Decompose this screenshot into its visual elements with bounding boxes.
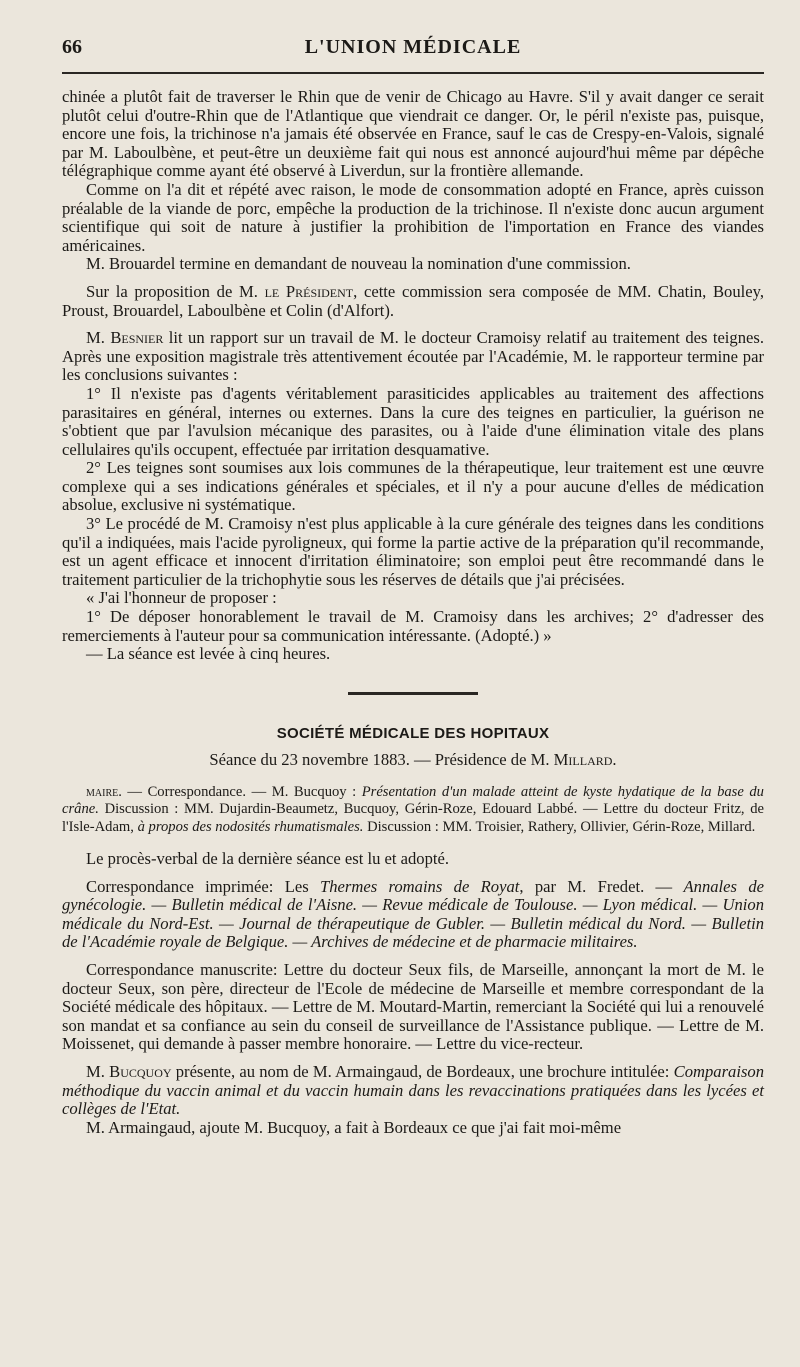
section-divider (348, 692, 478, 695)
paragraph-commission: Sur la proposition de M. le Président, cette commission sera composée de MM. Chatin, Bouley, Proust, Brouardel, Laboulbène et Colin (d'Alfort). (62, 281, 764, 320)
bucquoy-presentation: M. Bucquoy présente, au nom de M. Armaingaud, de Bordeaux, une brochure intitulée: Comparaison méthodique du vaccin animal et du vaccin humain dans les revaccinations pratiquées dans les lycées et collèges de l'Etat. (62, 1061, 764, 1119)
paragraph-besnier: M. Besnier lit un rapport sur un travail de M. le docteur Cramoisy relatif au traitement des teignes. Après une exposition magistrale très attentivement écoutée par l'Académie, M. le rapporteur termine par les conclusions suivantes : (62, 328, 764, 385)
session-summary (62, 784, 764, 836)
session-line: Séance du 23 novembre 1883. — Présidence de M. Millard. (209, 749, 617, 769)
manuscript-correspondence: Correspondance manuscrite: Lettre du docteur Seux fils, de Marseille, annonçant la mort de M. le docteur Seux, son père, directeur de l'Ecole de médecine de Marseille et membre correspondant de la Société médicale des hôpitaux. — Lettre de M. Moutard-Martin, remerciant la Société qui lui a renouvelé son mandat et sa confiance au sein du conseil de surveillance de l'Assistance publique. — Lettre de M. Moissenet, qui demande à passer membre honoraire. — Lettre du vice-recteur. (62, 960, 764, 1054)
section-title: SOCIÉTÉ MÉDICALE DES HOPITAUX (276, 724, 550, 742)
president-name: le Président (264, 281, 354, 301)
paragraph-continuation: chinée a plutôt fait de traverser le Rhin que de venir de Chicago au Havre. S'il y avait danger ce serait plutôt celui d'outre-Rhin que de l'Atlantique que viendrait ce danger. Or, le péril n'existe pas, puisque, encore une fois, la trichinose n'a jamais été observée en France, sauf le cas de Crespy-en-Valois, signalé par M. Laboulbène, et peut-être un deuxième fait qui nous est annoncé aujourd'hui même par dépêche télégraphique comme ayant été observé à Liverdun, sur la frontière allemande. (62, 87, 764, 181)
summary-paragraph: maire. — Correspondance. — M. Bucquoy : Présentation d'un malade atteint de kyste hydatique de la base du crâne. Discussion : MM. Dujardin-Beaumetz, Bucquoy, Gérin-Roze, Edouard Labbé. — Lettre du docteur Fritz, de l'Isle-Adam, à propos des nodosités rhumatismales. Discussion : MM. Troisier, Rathery, Ollivier, Gérin-Roze, Millard. (62, 783, 765, 835)
conclusion-3: 3° Le procédé de M. Cramoisy n'est plus applicable à la cure générale des teignes dans les conditions qu'il a indiquées, mais l'acide pyroligneux, qui forme la partie active de la préparation qu'il recommande, est un agent efficace et innocent d'irritation éliminatoire; son emploi peut être recommandé dans le traitement particulier de la trichophytie sous les réserves de détails que j'ai précisées. (62, 514, 764, 589)
president-millard: Millard (553, 749, 613, 769)
header-rule (62, 72, 764, 74)
page-number: 66 (62, 36, 82, 58)
journal-title: L'UNION MÉDICALE (304, 36, 522, 58)
conclusion-1: 1° Il n'existe pas d'agents véritablement parasiticides applicables au traitement des affections parasitaires en général, internes ou externes. Dans la cure des teignes en particulier, la guérison ne s'obtient que par l'avulsion mécanique des parasites, ou à l'aide d'une élimination vitale des plans cellulaires qu'ils occupent, effectuée par irritation desquamative. (62, 383, 764, 459)
besnier-name: Besnier (110, 328, 164, 348)
armaingaud-paragraph: M. Armaingaud, ajoute M. Bucquoy, a fait à Bordeaux ce que j'ai fait moi-même (86, 1117, 622, 1137)
paragraph-consumption: Comme on l'a dit et répété avec raison, le mode de consommation adopté en France, après cuisson préalable de la viande de porc, empêche la production de la trichinose. Il n'existe donc aucun argument scientifique qui soit de nature à justifier la prohibition de l'importation en France des viandes américaines. (62, 179, 764, 255)
running-head (62, 30, 764, 66)
printed-correspondence: Correspondance imprimée: Les Thermes romains de Royat, par M. Fredet. — Annales de gynécologie. — Bulletin médical de l'Aisne. — Revue médicale de Toulouse. — Lyon médical. — Union médicale du Nord-Est. — Journal de thérapeutique de Gubler. — Bulletin médical du Nord. — Bulletin de l'Académie royale de Belgique. — Archives de médecine et de pharmacie militaires. (62, 876, 764, 952)
summary-lead: maire (86, 783, 119, 800)
article-body (62, 88, 764, 664)
session-closed: — La séance est levée à cinq heures. (86, 644, 331, 664)
paragraph-brouardel: M. Brouardel termine en demandant de nouveau la nomination d'une commission. (86, 254, 631, 274)
proposal-intro: « J'ai l'honneur de proposer : (86, 588, 277, 608)
conclusion-2: 2° Les teignes sont soumises aux lois communes de la thérapeutique, leur traitement est une œuvre complexe qui a ses indications générales et spéciales, et il n'y a pour aucune d'elles de médication absolue, exclusive ni systématique. (62, 458, 764, 515)
bucquoy-name: Bucquoy (109, 1061, 172, 1081)
proposal-text: 1° De déposer honorablement le travail de M. Cramoisy dans les archives; 2° d'adresser des remerciements à l'auteur pour sa communication intéressante. (Adopté.) » (62, 607, 764, 645)
minutes-adopted: Le procès-verbal de la dernière séance est lu et adopté. (86, 849, 450, 869)
section-body (62, 850, 764, 1137)
